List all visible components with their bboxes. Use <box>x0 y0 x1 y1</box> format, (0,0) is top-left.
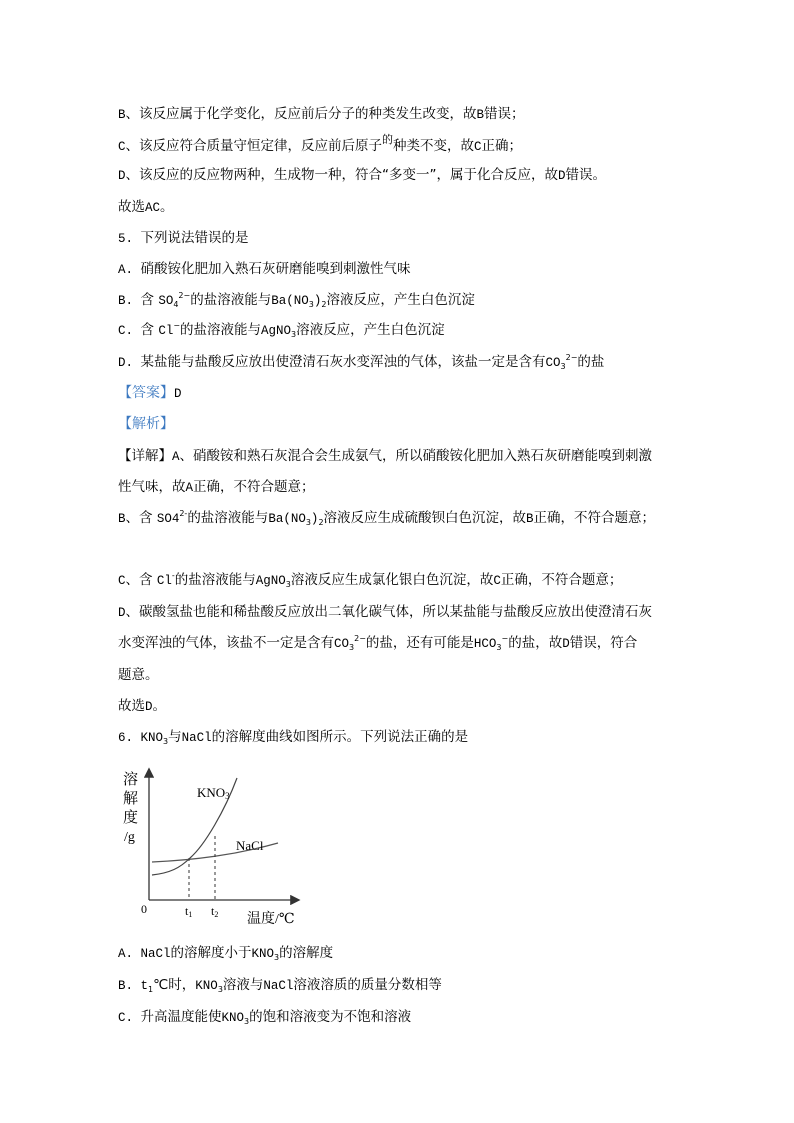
text-segment: NaCl <box>263 979 294 993</box>
text-segment: 的盐溶液能与 <box>174 572 256 588</box>
text-segment: B <box>118 108 126 122</box>
text-segment: C <box>474 140 482 154</box>
text-segment: C <box>118 574 126 588</box>
text-segment: 3 <box>560 362 566 371</box>
text-segment: CO <box>545 356 561 370</box>
text-segment: 的盐，故 <box>508 635 563 651</box>
text-segment: KNO <box>251 947 275 961</box>
text-segment: 溶液反应，产生白色沉淀 <box>326 292 475 308</box>
text-segment: 5. <box>118 232 141 246</box>
text-segment: D <box>562 637 570 651</box>
text-segment: D <box>118 606 126 620</box>
text-segment: C. <box>118 1011 141 1025</box>
text-line <box>118 634 637 653</box>
text-segment: 、硝酸铵和熟石灰混合会生成氨气，所以硝酸铵化肥加入熟石灰研磨能嗅到刺激 <box>179 448 653 464</box>
text-line <box>118 133 523 156</box>
text-segment: 、含 <box>125 572 157 588</box>
text-line <box>118 447 652 466</box>
y-axis-label-4: /g <box>124 830 135 845</box>
text-segment: 故选 <box>118 698 145 714</box>
t1-label: t1 <box>185 904 193 919</box>
text-line <box>118 1008 411 1027</box>
text-segment: 、该反应符合质量守恒定律，反应前后原子 <box>125 138 383 154</box>
text-segment: 错误； <box>484 106 525 122</box>
text-segment: KNO <box>195 979 218 993</box>
text-segment: D <box>145 700 153 714</box>
text-segment: B. <box>118 294 141 308</box>
text-line <box>118 321 445 340</box>
text-line <box>118 353 604 372</box>
text-segment: 溶液反应，产生白色沉淀 <box>296 322 445 338</box>
text-segment: C <box>493 574 501 588</box>
text-segment: 3 <box>305 518 311 527</box>
text-segment: AC <box>145 201 161 215</box>
text-line <box>118 478 315 497</box>
text-line <box>118 166 606 185</box>
text-segment: 、碳酸氢盐也能和稀盐酸反应放出二氧化碳气体，所以某盐能与盐酸反应放出使澄清石灰 <box>125 604 653 620</box>
text-segment: 的溶解度曲线如图所示。下列说法正确的是 <box>211 729 469 745</box>
text-line <box>118 509 655 528</box>
text-segment: 与 <box>168 729 182 745</box>
text-segment: 硝酸铵化肥加入熟石灰研磨能嗅到刺激性气味 <box>140 261 411 277</box>
text-segment: Ba(NO <box>271 294 309 308</box>
text-segment: NaCl <box>181 731 212 745</box>
text-segment: 2 <box>318 518 324 527</box>
text-segment: 正确，不符合题意； <box>193 479 315 495</box>
text-segment: 6. <box>118 731 141 745</box>
text-segment: A. <box>118 947 141 961</box>
text-segment: 题意。 <box>118 667 159 683</box>
text-segment: A <box>185 481 194 495</box>
text-segment: 的溶解度 <box>279 945 334 961</box>
text-segment: 含 <box>140 322 159 338</box>
text-segment: 的溶解度小于 <box>170 945 252 961</box>
y-axis-label-1: 溶 <box>123 772 139 788</box>
text-line <box>118 728 468 747</box>
text-segment: 溶液反应生成氯化银白色沉淀，故 <box>290 572 494 588</box>
text-segment: 正确，不符合题意； <box>500 572 623 588</box>
text-segment: 【详解】 <box>118 448 172 464</box>
text-segment: ℃时， <box>153 977 196 993</box>
text-segment: 3 <box>291 330 297 339</box>
text-segment: 2- <box>179 509 188 518</box>
text-segment: 的盐溶液能与 <box>180 322 262 338</box>
text-segment: 的饱和溶液变为不饱和溶液 <box>249 1009 412 1025</box>
text-segment: 性气味，故 <box>118 479 186 495</box>
text-segment: 3 <box>496 643 502 652</box>
text-segment: ) <box>310 512 319 526</box>
text-segment: D <box>118 169 126 183</box>
text-segment: SO4 <box>156 512 180 526</box>
text-segment: B. <box>118 979 141 993</box>
text-segment: 。 <box>160 199 174 215</box>
text-segment: KNO <box>221 1011 245 1025</box>
y-axis-label-2: 解 <box>123 791 139 807</box>
text-segment: 种类不变，故 <box>393 138 475 154</box>
nacl-label: NaCl <box>236 838 264 853</box>
text-segment: B <box>118 512 126 526</box>
text-line <box>118 384 182 403</box>
text-segment: 错误，符合 <box>569 635 638 651</box>
text-segment: − <box>173 321 181 330</box>
text-segment: 3 <box>285 580 291 589</box>
text-line <box>118 260 411 279</box>
text-segment: 故选 <box>118 199 145 215</box>
text-segment: − <box>501 634 509 643</box>
text-segment: AgNO <box>255 574 286 588</box>
text-segment: 1 <box>148 985 154 994</box>
text-segment: 的盐溶液能与 <box>187 510 269 526</box>
text-segment: 溶液溶质的质量分数相等 <box>293 977 442 993</box>
text-segment: C. <box>118 324 141 338</box>
text-line <box>118 229 249 248</box>
text-line <box>118 198 174 217</box>
text-segment: D <box>558 169 566 183</box>
text-segment: 正确，不符合题意； <box>533 510 656 526</box>
text-segment: D <box>174 387 182 401</box>
section-heading: 【答案】 <box>118 385 174 401</box>
text-segment: 升高温度能使 <box>140 1009 222 1025</box>
text-segment: 下列说法错误的是 <box>140 230 249 246</box>
text-segment: 的 <box>382 133 394 146</box>
text-segment: Cl <box>158 324 174 338</box>
text-segment: KNO <box>140 731 164 745</box>
text-segment: HCO <box>473 637 497 651</box>
text-segment: 的盐 <box>577 354 605 370</box>
text-segment: 、该反应属于化学变化，反应前后分子的种类发生改变，故 <box>125 106 477 122</box>
kno3-label: KNO3 <box>197 785 230 801</box>
text-segment: SO <box>158 294 174 308</box>
text-line <box>118 291 475 310</box>
text-segment: 某盐能与盐酸反应放出使澄清石灰水变浑浊的气体，该盐一定是含有 <box>140 354 546 370</box>
text-segment: A. <box>118 263 141 277</box>
text-segment: 溶液反应生成硫酸钡白色沉淀，故 <box>323 510 527 526</box>
text-line <box>118 697 166 716</box>
text-segment: 2 <box>321 300 327 309</box>
text-line <box>118 603 652 622</box>
text-segment: - <box>171 571 175 580</box>
text-segment: D. <box>118 356 141 370</box>
text-segment: 。 <box>152 698 167 714</box>
origin-label: 0 <box>141 902 147 916</box>
text-segment: 3 <box>308 300 314 309</box>
text-line <box>118 415 174 433</box>
text-line <box>118 105 525 124</box>
text-segment: NaCl <box>140 947 171 961</box>
text-segment: Ba(NO <box>268 512 306 526</box>
text-segment: 含 <box>140 292 159 308</box>
solubility-chart <box>115 760 315 930</box>
text-segment: AgNO <box>261 324 292 338</box>
text-segment: 3 <box>274 953 280 962</box>
text-line <box>118 666 159 684</box>
t2-label: t2 <box>211 904 219 919</box>
text-segment: CO <box>334 637 350 651</box>
text-segment: 3 <box>217 985 223 994</box>
text-segment: 2− <box>354 634 366 643</box>
text-segment: 正确； <box>481 138 523 154</box>
text-segment: 的盐溶液能与 <box>190 292 272 308</box>
section-heading: 【解析】 <box>118 416 174 432</box>
text-segment: B <box>526 512 534 526</box>
text-segment: 、该反应的反应物两种，生成物一种，符合“多变一”，属于化合反应，故 <box>125 167 559 183</box>
text-segment: A <box>172 450 180 464</box>
text-segment: 水变浑浊的气体，该盐不一定是含有 <box>118 635 334 651</box>
text-segment: 的盐，还有可能是 <box>365 635 474 651</box>
text-segment: 2− <box>178 291 191 300</box>
text-segment: t <box>140 979 149 993</box>
text-segment: 4 <box>173 300 179 309</box>
text-segment: 3 <box>349 643 355 652</box>
x-axis-label: 温度/℃ <box>247 912 295 927</box>
text-segment: ) <box>313 294 322 308</box>
text-segment: C <box>118 140 126 154</box>
text-segment: 3 <box>244 1017 250 1026</box>
text-line <box>118 571 622 590</box>
text-segment: 错误。 <box>565 167 607 183</box>
text-segment: 3 <box>163 737 169 746</box>
text-segment: Cl <box>156 574 172 588</box>
text-segment: 、含 <box>125 510 157 526</box>
text-line <box>118 944 333 963</box>
text-segment: 2− <box>565 353 578 362</box>
y-axis-label-3: 度 <box>123 810 139 826</box>
text-segment: 溶液与 <box>222 977 264 993</box>
text-line <box>118 976 442 995</box>
text-segment: B <box>476 108 485 122</box>
